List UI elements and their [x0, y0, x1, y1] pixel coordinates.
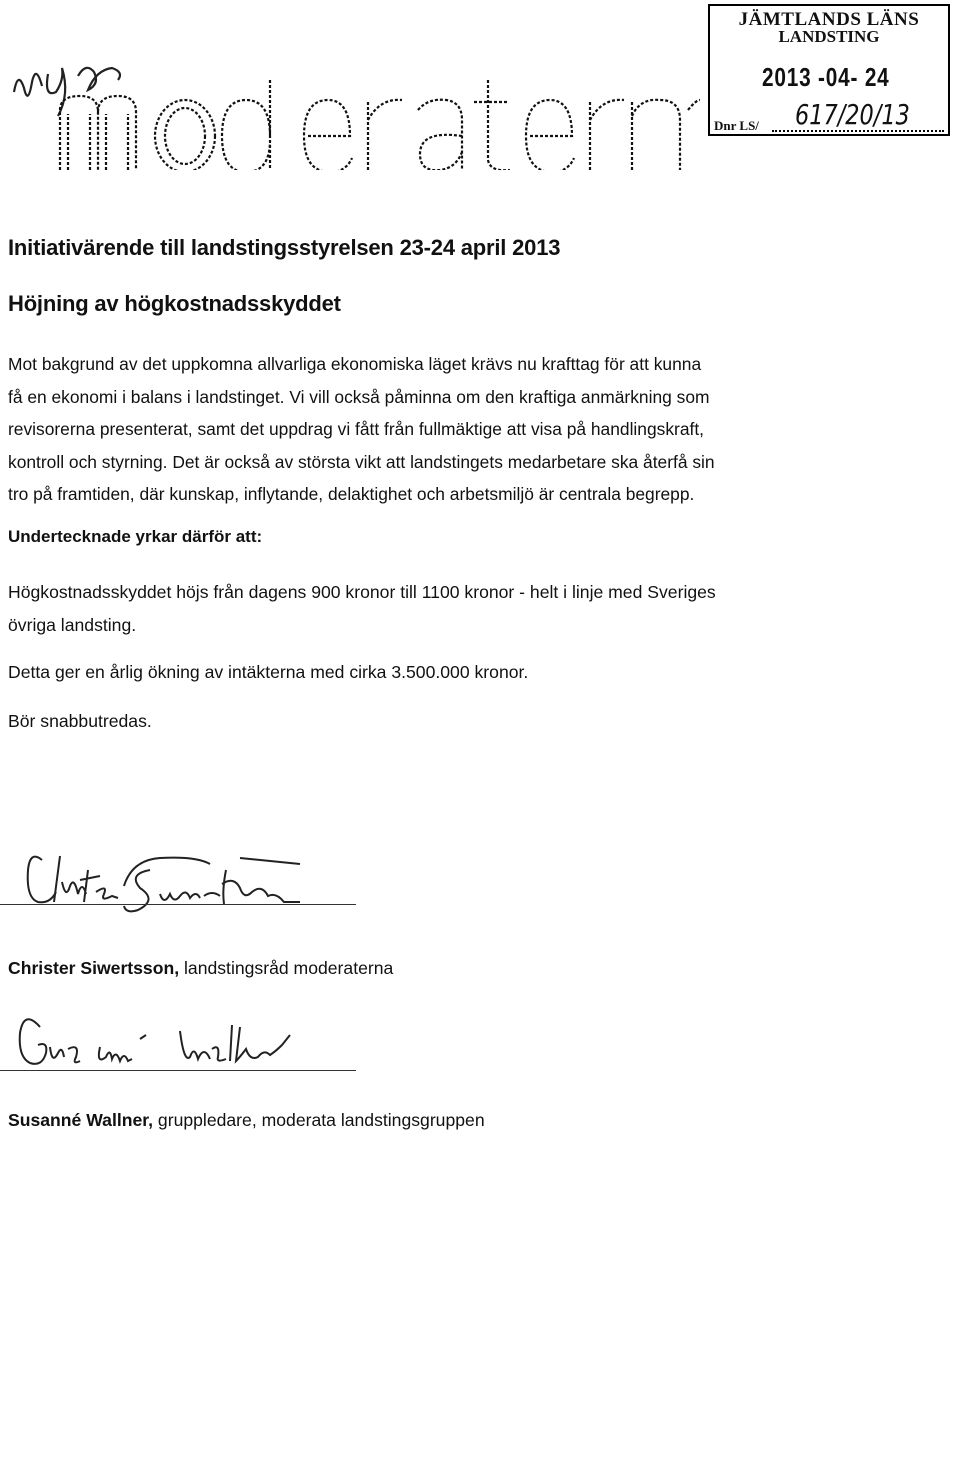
- demand-line: övriga landsting.: [8, 615, 137, 635]
- signature-line: [0, 904, 356, 905]
- urgency-text: Bör snabbutredas.: [8, 711, 152, 731]
- document-title: Initiativärende till landstingsstyrelsen 23-24 april 2013: [8, 235, 561, 260]
- demand-text: [8, 576, 716, 642]
- svg-text:Susanné Wallner: Susanné Wallner: [0, 1005, 8, 1006]
- stamp-dnr-label: Dnr LS/: [714, 118, 759, 133]
- signatory-role: gruppledare, moderata landstingsgruppen: [153, 1110, 485, 1130]
- signatory-role: landstingsråd moderaterna: [179, 958, 394, 978]
- svg-text:moderaterna: moderaterna: [0, 40, 6, 41]
- revenue-text: Detta ger en årlig ökning av intäkterna med cirka 3.500.000 kronor.: [8, 662, 529, 682]
- signature-line: [0, 1070, 356, 1071]
- signatory-christer: [8, 958, 393, 979]
- paragraph-line: få en ekonomi i balans i landstinget. Vi vill också påminna om den kraftiga anmärkning som: [8, 386, 710, 407]
- paragraph-line: tro på framtiden, där kunskap, inflytande, delaktighet och arbetsmiljö är centrala begrepp.: [8, 484, 695, 505]
- signature-christer-siwertsson: [0, 840, 360, 920]
- signatory-susanne: [8, 1110, 485, 1131]
- stamp-line2: LANDSTING: [778, 27, 880, 46]
- nya-handwriting: [14, 68, 120, 116]
- paragraph-line: revisorerna presenterat, samt det uppdrag vi fått från fullmäktige att visa på handlingskraft,: [8, 419, 704, 440]
- document-heading: Höjning av högkostnadsskyddet: [8, 291, 341, 316]
- paragraph-line: kontroll och styrning. Det är också av största vikt att landstingets medarbetare ska återfå sin: [8, 451, 715, 472]
- registration-stamp: [708, 4, 950, 136]
- stamp-line1: JÄMTLANDS LÄNS: [738, 9, 920, 30]
- signature-susanne-wallner: [0, 1005, 360, 1075]
- svg-text:Christer Siwertsson: Christer Siwertsson: [0, 840, 9, 841]
- moderaterna-logo: [0, 40, 700, 170]
- background-paragraph: [8, 348, 948, 511]
- demand-heading: Undertecknade yrkar därför att:: [8, 527, 263, 546]
- signatory-name: Christer Siwertsson,: [8, 958, 180, 978]
- stamp-date: 2013 -04- 24: [762, 62, 890, 92]
- paragraph-line: Mot bakgrund av det uppkomna allvarliga ekonomiska läget krävs nu krafttag för att kunna: [8, 354, 702, 374]
- demand-line: Högkostnadsskyddet höjs från dagens 900 kronor till 1100 kronor - helt i linje med Sveriges: [8, 582, 716, 602]
- stamp-dotted-line: [772, 130, 944, 132]
- stamp-dnr-value: 617/20/13: [795, 98, 910, 131]
- signatory-name: Susanné Wallner,: [8, 1110, 154, 1130]
